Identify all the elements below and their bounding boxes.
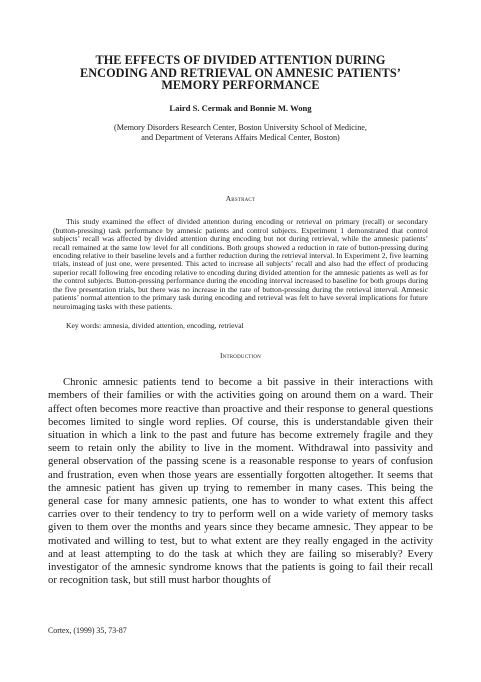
affiliation-line: and Department of Veterans Affairs Medical Center, Boston) (141, 132, 340, 142)
affiliation-line: (Memory Disorders Research Center, Boston University School of Medicine, (114, 122, 367, 132)
citation-footer: Cortex, (1999) 35, 73-87 (48, 626, 127, 635)
abstract-heading: Abstract (225, 194, 256, 204)
author-list: Laird S. Cermak and Bonnie M. Wong (169, 102, 312, 113)
title-line: THE EFFECTS OF DIVIDED ATTENTION DURING (95, 53, 386, 67)
title-line: MEMORY PERFORMANCE (161, 78, 320, 93)
keywords: Key words: amnesia, divided attention, encoding, retrieval (66, 321, 244, 331)
abstract-paragraph: This study examined the effect of divided attention during encoding or retrieval on primary (recall) or secondary (button-pressing) task performance by amnesic patients and control subjects. Experiment 1 demonstrated that control subjects’ recall was affected by divided attention during encoding but not during retrieval, while the amnesic patients’ recall remained at the same low level for all conditions. Both groups showed a reduction in rate of button-pressing during encoding relative to their baseline levels and a further reduction during the retrieval interval. In Experiment 2, five learning trials, instead of just one, were presented. This acted to increase all subjects’ recall and also had the effect of producing superior recall following free encoding relative to encoding during divided attention for the amnesic patients as well as for the control subjects. Button-pressing performance during the encoding interval increased to baseline for both groups during the five presentation trials, but there was no increase in the rate of button-pressing during the retrieval interval. Amnesic patients’ normal attention to the primary task during encoding and retrieval was felt to have several implications for future neuroimaging tasks with these patients. (53, 217, 428, 311)
affiliation (48, 123, 433, 143)
introduction-heading: Introduction (220, 351, 261, 361)
title-line: ENCODING AND RETRIEVAL ON AMNESIC PATIENTS’ (80, 65, 401, 80)
article-title (48, 54, 433, 92)
introduction-paragraph: Chronic amnesic patients tend to become a bit passive in their interactions with members of their families or with the activities going on around them on a ward. Their affect often becomes more reactive than proactive and their response to general questions becomes limited to single word replies. Of course, this is understandable given their situation in which a link to the past and future has become extremely fragile and they seem to retain only the ability to live in the moment. Withdrawal into passivity and general observation of the passing scene is a reasonable response to years of confusion and frustration, even when those years are essentially forgotten altogether. It seems that the amnesic patient has given up trying to remember in many cases. This being the general case for many amnesic patients, one has to wonder to what extent this affect carries over to their tendency to try to perform well on a wide variety of memory tasks given to them over the months and years since they became amnesic. They appear to be motivated and willing to test, but to what extent are they really engaged in the activity and at least attempting to do the task at which they are failing so miserably? Every investigator of the amnesic syndrome knows that the patients is going to fail their recall or recognition task, but still must harbor thoughts of (48, 376, 433, 587)
